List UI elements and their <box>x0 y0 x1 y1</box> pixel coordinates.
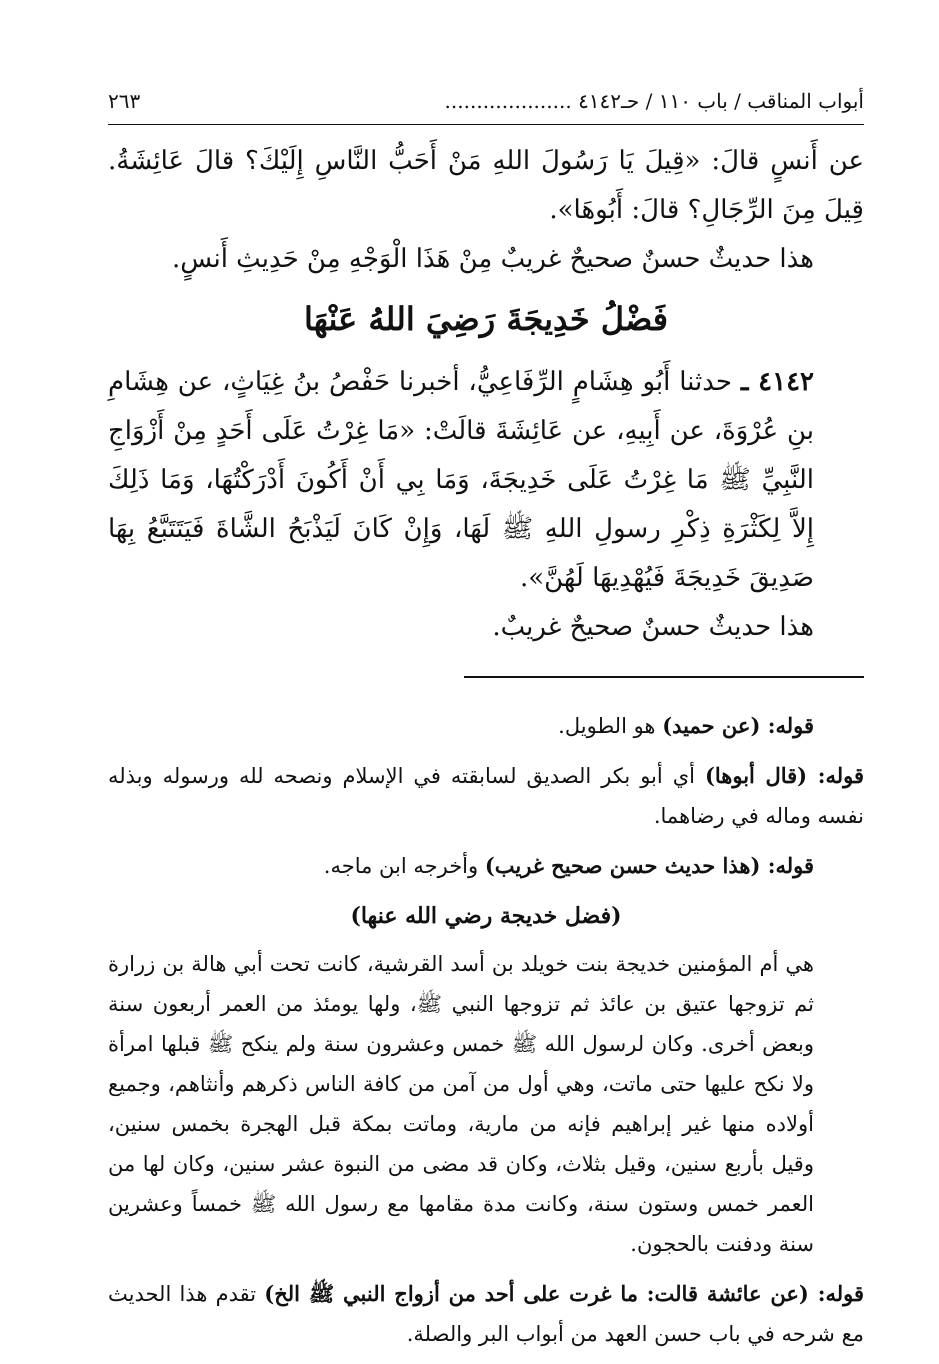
footnote-divider <box>464 676 864 678</box>
hadith-paragraph <box>108 358 864 603</box>
biography-paragraph: هي أم المؤمنين خديجة بنت خويلد بن أسد القرشية، كانت تحت أبي هالة بن زرارة ثم تزوجها عتيق بن عائذ ثم تزوجها النبي ﷺ، ولها يومئذ من العمر أربعون سنة وبعض أخرى. وكان لرسول الله ﷺ خمس وعشرون سنة ولم ينكح ﷺ قبلها امرأة ولا نكح عليها حتى ماتت، وهي أول من آمن من كافة الناس ذكرهم وأنثاهم، وجميع أولاده منها غير إبراهيم فإنه من مارية، وماتت بمكة قبل الهجرة بخمس سنين، وقيل بأربع سنين، وقيل بثلاث، وكان قد مضى من النبوة عشر سنين، وكان لها من العمر خمس وستون سنة، وكانت مدة مقامها مع رسول الله ﷺ خمساً وعشرين سنة ودفنت بالحجون. <box>108 952 814 1256</box>
note-label: قوله: (عن حميد) <box>662 713 814 738</box>
page-header <box>108 84 864 125</box>
page-number: ٢٦٣ <box>108 89 141 113</box>
hadith-number: ٤١٤٢ ـ <box>740 367 815 397</box>
commentary-note <box>108 1274 864 1354</box>
note-text: وأخرجه ابن ماجه. <box>323 854 479 878</box>
hadith-grading: هذا حديثٌ حسنٌ صحيحٌ غريبٌ مِنْ هَذَا الْوَجْهِ مِنْ حَدِيثِ أَنسٍ. <box>172 244 814 274</box>
commentary-note <box>108 756 864 836</box>
note-label: قوله: (عن عائشة قالت: ما غرت على أحد من أزواج النبي ﷺ الخ) <box>264 1281 864 1306</box>
note-label: قوله: (قال أبوها) <box>704 763 864 788</box>
hadith-paragraph: عن أَنسٍ قالَ: «قِيلَ يَا رَسُولَ اللهِ مَنْ أَحَبُّ النَّاسِ إِلَيْكَ؟ قالَ عَائِشَةُ. قِيلَ مِنَ الرِّجَالِ؟ قالَ: أَبُوهَا». <box>108 146 864 225</box>
chapter-title: فَضْلُ خَدِيجَةَ رَضِيَ اللهُ عَنْهَا <box>303 300 669 338</box>
commentary <box>108 706 864 1354</box>
commentary-note <box>108 706 864 746</box>
commentary-section-title: (فضل خديجة رضي الله عنها) <box>350 903 622 929</box>
book-page <box>108 84 864 1364</box>
hadith-text: حدثنا أَبُو هِشَامٍ الرِّفَاعِيُّ، أخبرنا حَفْصُ بنُ غِيَاثٍ، عن هِشَامِ بنِ عُرْوَةَ، عن أَبِيهِ، عن عَائِشَةَ قالَتْ: «مَا غِرْتُ عَلَى أَحَدٍ مِنْ أَزْوَاجِ النَّبِيِّ ﷺ مَا غِرْتُ عَلَى خَدِيجَةَ، وَمَا بِي أَنْ أَكُونَ أَدْرَكْتُهَا، وَمَا ذَلِكَ إِلاَّ لِكَثْرَةِ ذِكْرِ رسولِ اللهِ ﷺ لَهَا، وَإِنْ كَانَ لَيَذْبَحُ الشَّاةَ فَيَتَتَبَّعُ بِهَا صَدِيقَ خَدِيجَةَ فَيُهْدِيهَا لَهُنَّ». <box>108 367 814 593</box>
hadith-grading: هذا حديثٌ حسنٌ صحيحٌ غريبٌ. <box>492 612 814 642</box>
note-text: أي أبو بكر الصديق لسابقته في الإسلام ونصحه لله ورسوله وبذله نفسه وماله في رضاهما. <box>108 764 864 828</box>
note-label: قوله: (هذا حديث حسن صحيح غريب) <box>484 853 814 878</box>
note-text: تقدم هذا الحديث مع شرحه في باب حسن العهد من أبواب البر والصلة. <box>108 1282 864 1346</box>
note-text: هو الطويل. <box>558 714 656 738</box>
commentary-note <box>108 846 864 886</box>
running-title: أبواب المناقب / باب ١١٠ / حـ٤١٤٢ .................... <box>444 89 864 113</box>
main-text <box>108 137 864 652</box>
